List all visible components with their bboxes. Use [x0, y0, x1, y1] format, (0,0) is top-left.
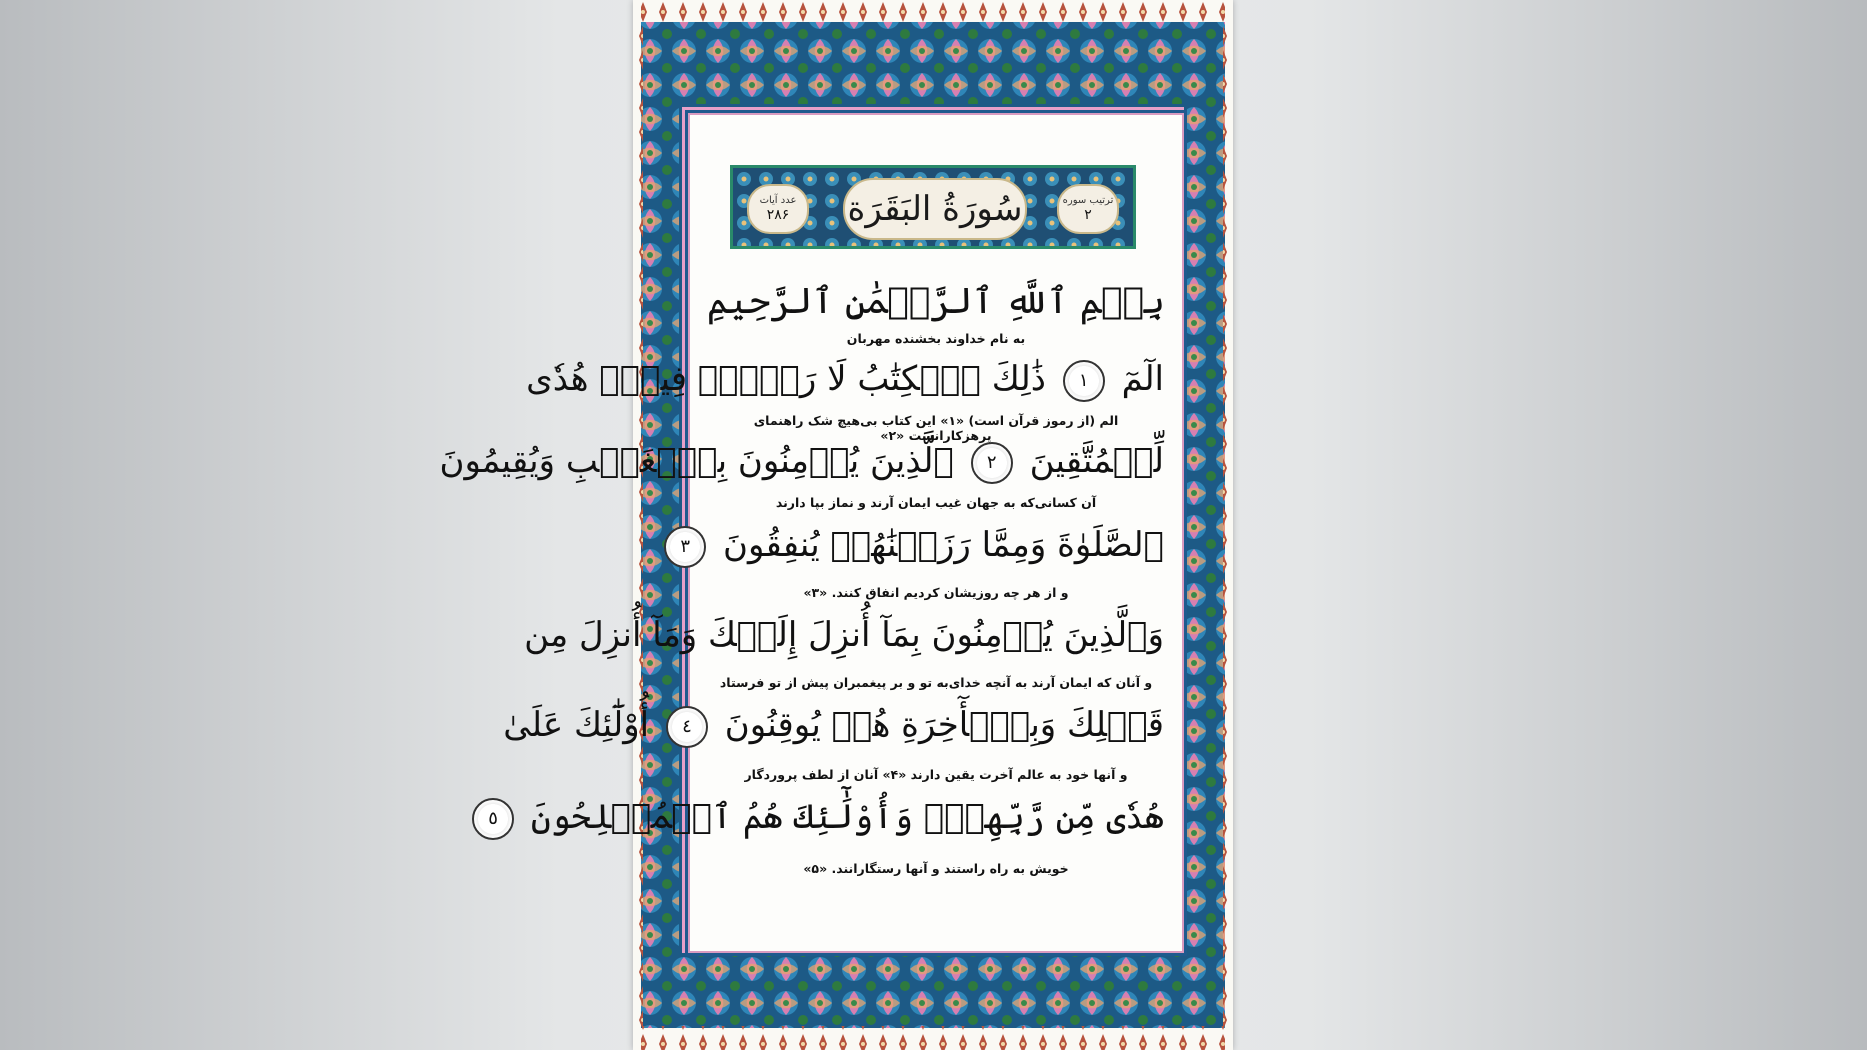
ayah-line: [526, 357, 1164, 402]
ayah-translation: الم (از رموز قرآن است) «۱» این کتاب بی‌هیچ شک راهنمای پرهزکارانست «۲»: [753, 413, 1119, 443]
ayah-line: [524, 613, 1164, 657]
text-area: [439, 110, 1187, 956]
ayah-text: ذَٰلِكَ ٱلۡكِتَٰبُ لَا رَيۡبَۛ فِيهِۛ هُدٗى: [526, 359, 1046, 399]
ayah-text: أُوْلَٰٓئِكَ عَلَىٰ: [503, 705, 650, 745]
ayah-text: هُدٗى مِّن رَّبِّهِمۡۖ وَأُوْلَٰٓئِكَ هُمُ ٱلۡمُفۡلِحُونَ: [530, 797, 1164, 837]
ayah-line: [488, 795, 1164, 840]
ayah-text: ٱلَّذِينَ يُؤۡمِنُونَ بِٱلۡغَيۡبِ وَيُقِيمُونَ: [439, 441, 954, 481]
basmala-translation: به نام خداوند بخشنده مهربان: [846, 331, 1026, 346]
basmala: بِسۡمِ ٱللَّهِ ٱلرَّحۡمَٰنِ ٱلرَّحِيمِ: [706, 281, 1166, 322]
ayah-text: ٱلصَّلَوٰةَ وَمِمَّا رَزَقۡنَٰهُمۡ يُنفِقُونَ: [723, 525, 1164, 565]
ayah-text: الٓمٓ: [1121, 359, 1164, 399]
ayah-translation: خویش به راه راستند و آنها رستگارانند. «۵»: [803, 861, 1069, 876]
mushaf-page: [439, 0, 1233, 1050]
ayah-line: [503, 703, 1164, 748]
ayah-text: وَٱلَّذِينَ يُؤۡمِنُونَ بِمَآ أُنزِلَ إِلَيۡكَ وَمَآ أُنزِلَ مِن: [524, 615, 1164, 655]
ayah-number-marker: ١: [1063, 360, 1105, 402]
ayah-number-marker: ٤: [666, 706, 708, 748]
surah-name: سُورَةُ البَقَرَة: [847, 189, 1023, 229]
ayah-line: [439, 439, 1164, 484]
ayah-translation: و آنها خود به عالم آخرت یقین دارند «۴» آنان از لطف پروردگار: [744, 767, 1128, 782]
ayah-count-label: عدد آیات: [759, 195, 797, 206]
ayah-text: لِّلۡمُتَّقِينَ: [1029, 441, 1164, 481]
surah-order-medallion: [1057, 184, 1119, 234]
ayah-translation: آن کسانی‌که به جهان غیب ایمان آرند و نماز بپا دارند: [775, 495, 1097, 510]
surah-order-label: ترتیب سوره: [1062, 195, 1114, 206]
surah-name-cartouche: [843, 178, 1027, 240]
ayah-number-marker: ٥: [472, 798, 514, 840]
surah-order-value: ۲: [1084, 207, 1092, 223]
ayah-number-marker: ٣: [664, 526, 706, 568]
surah-header: [730, 165, 1136, 249]
ayah-translation: و از هر چه روزیشان کردیم انفاق کنند. «۳»: [803, 585, 1069, 600]
ayah-line: [680, 523, 1164, 568]
ayah-count-value: ۲۸۶: [766, 207, 790, 223]
ayah-count-medallion: [747, 184, 809, 234]
ayah-number-marker: ٢: [971, 442, 1013, 484]
ayah-text: قَبۡلِكَ وَبِٱلۡأٓخِرَةِ هُمۡ يُوقِنُونَ: [724, 705, 1164, 745]
ayah-translation: و آنان که ایمان آرند به آنچه خدای‌به تو و بر پیغمبران پیش از تو فرستاد: [719, 675, 1153, 690]
